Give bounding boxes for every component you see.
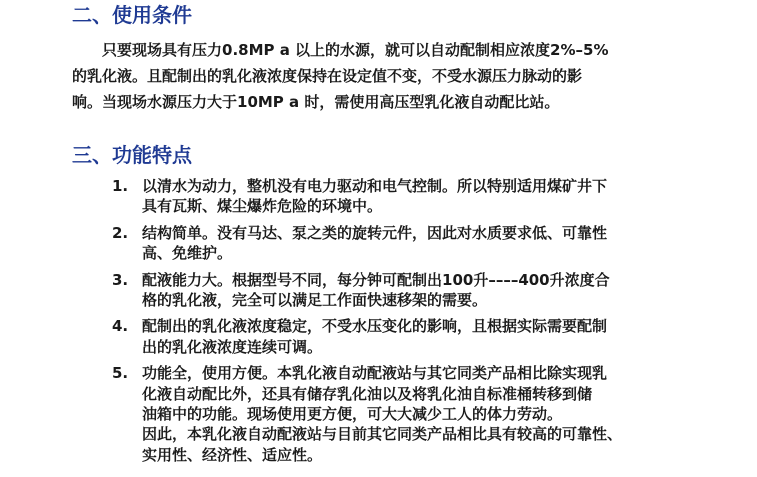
item-number: 3. [112, 270, 129, 289]
list-item [112, 270, 712, 311]
item-number: 2. [112, 223, 129, 242]
item-line: 格的乳化液，完全可以满足工作面快速移架的需要。 [142, 291, 488, 310]
item-line: 出的乳化液浓度连续可调。 [142, 337, 323, 356]
item-number: 4. [112, 317, 129, 336]
item-number: 5. [112, 364, 129, 383]
list-item [112, 223, 712, 264]
item-line: 化液自动配比外，还具有储存乳化油以及将乳化油自标准桶转移到储 [142, 384, 593, 403]
section-2-heading: 二、使用条件 [72, 3, 192, 27]
item-line: 以清水为动力，整机没有电力驱动和电气控制。所以特别适用煤矿井下 [142, 177, 608, 195]
list-item [112, 316, 712, 357]
item-line: 油箱中的功能。现场使用更方便，可大大减少工人的体力劳动。 [142, 405, 563, 424]
item-line: 具有瓦斯、煤尘爆炸危险的环境中。 [142, 197, 383, 216]
list-item [112, 363, 712, 465]
section-2-paragraph [72, 37, 712, 115]
item-line: 实用性、经济性、适应性。 [142, 445, 323, 464]
list-item [112, 176, 712, 217]
feature-list [112, 176, 712, 465]
item-line: 功能全，使用方便。本乳化液自动配液站与其它同类产品相比除实现乳 [142, 364, 608, 383]
paragraph-line: 只要现场具有压力0.8MP a 以上的水源，就可以自动配制相应浓度2%–5% [102, 41, 609, 59]
item-line: 高、免维护。 [142, 244, 233, 263]
item-line: 结构简单。没有马达、泵之类的旋转元件，因此对水质要求低、可靠性 [142, 223, 608, 242]
paragraph-line: 的乳化液。且配制出的乳化液浓度保持在设定值不变，不受水源压力脉动的影 [72, 67, 583, 85]
item-line: 配制出的乳化液浓度稳定，不受水压变化的影响，且根据实际需要配制 [142, 317, 608, 336]
section-3-heading: 三、功能特点 [72, 143, 192, 167]
item-line: 因此，本乳化液自动配液站与目前其它同类产品相比具有较高的可靠性、 [142, 425, 623, 444]
item-line: 配液能力大。根据型号不同，每分钟可配制出100升––––400升浓度合 [142, 270, 610, 289]
item-number: 1. [112, 177, 129, 195]
paragraph-line: 响。当现场水源压力大于10MP a 时，需使用高压型乳化液自动配比站。 [72, 93, 560, 111]
